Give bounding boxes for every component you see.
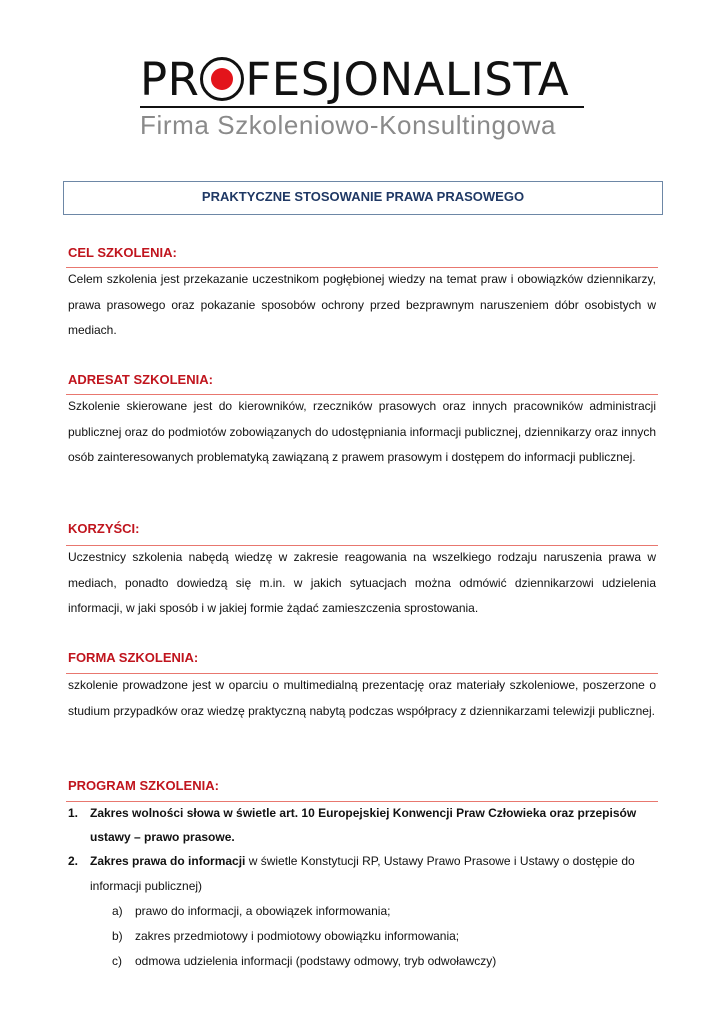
list-number: 2. — [68, 854, 79, 868]
list-item-text — [90, 849, 635, 874]
logo-text-start: PR — [140, 53, 200, 106]
logo-target-icon — [200, 57, 244, 101]
section-heading-cel: CEL SZKOLENIA: — [68, 245, 177, 260]
sub-list-letter: a) — [112, 904, 123, 918]
list-item-continuation — [90, 825, 235, 850]
list-item-continuation — [90, 874, 202, 899]
list-item-text: Zakres wolności słowa w świetle art. 10 Europejskiej Konwencji Praw Człowieka oraz przepisów — [90, 806, 637, 820]
sub-list-text: zakres przedmiotowy i podmiotowy obowiązku informowania; — [135, 929, 460, 943]
list-item-text: informacji publicznej) — [90, 879, 203, 893]
sub-list-text: prawo do informacji, a obowiązek informowania; — [135, 904, 391, 918]
logo-text-end: FESJONALISTA — [245, 53, 570, 106]
section-heading-adresat: ADRESAT SZKOLENIA: — [68, 372, 213, 387]
list-item-plain-text: w świetle Konstytucji RP, Ustawy Prawo Prasowe i Ustawy o dostępie do — [245, 854, 635, 868]
section-text-forma: szkolenie prowadzone jest w oparciu o multimedialną prezentację oraz materiały szkoleniowe, poszerzone o studium przypadków oraz wiedzę praktyczną nabytą podczas współpracy z dziennikarzami telewizji publicznej. — [68, 678, 656, 718]
sub-list-letter: c) — [112, 954, 122, 968]
section-heading-korzysci: KORZYŚCI: — [68, 521, 140, 536]
list-number: 1. — [68, 806, 79, 820]
list-item-text: ustawy – prawo prasowe. — [90, 830, 235, 844]
document-title-box — [63, 181, 663, 215]
list-item-bold-text: Zakres prawa do informacji — [90, 854, 246, 868]
sub-list-letter: b) — [112, 929, 123, 943]
company-logo — [140, 53, 590, 142]
section-text-korzysci: Uczestnicy szkolenia nabędą wiedzę w zakresie reagowania na wszelkiego rodzaju naruszenia prawa w mediach, ponadto dowiedzą się m.in. w jakich sytuacjach można odmówić dziennikarzowi udzielenia informacji, w jaki sposób i w jakiej formie żądać zamieszczenia sprostowania. — [68, 550, 656, 615]
logo-tagline: Firma Szkoleniowo-Konsultingowa — [140, 110, 557, 140]
section-heading-program: PROGRAM SZKOLENIA: — [68, 778, 219, 793]
document-title: PRAKTYCZNE STOSOWANIE PRAWA PRASOWEGO — [201, 189, 525, 204]
logo-wordmark — [140, 53, 570, 106]
sub-list-text: odmowa udzielenia informacji (podstawy odmowy, tryb odwoławczy) — [135, 954, 497, 968]
section-heading-forma: FORMA SZKOLENIA: — [68, 650, 199, 665]
section-text-cel: Celem szkolenia jest przekazanie uczestnikom pogłębionej wiedzy na temat praw i obowiązków dziennikarzy, prawa prasowego oraz pokazanie sposobów ochrony przed bezprawnym naruszeniem dóbr osobistych w mediach. — [68, 272, 656, 337]
section-text-adresat: Szkolenie skierowane jest do kierowników, rzeczników prasowych oraz innych pracowników administracji publicznej oraz do podmiotów zobowiązanych do udostępniania informacji publicznej, dziennikarzy oraz innych osób zainteresowanych problematyką zawiązaną z prawem prasowym i dostępem do informacji publicznej. — [68, 399, 656, 464]
